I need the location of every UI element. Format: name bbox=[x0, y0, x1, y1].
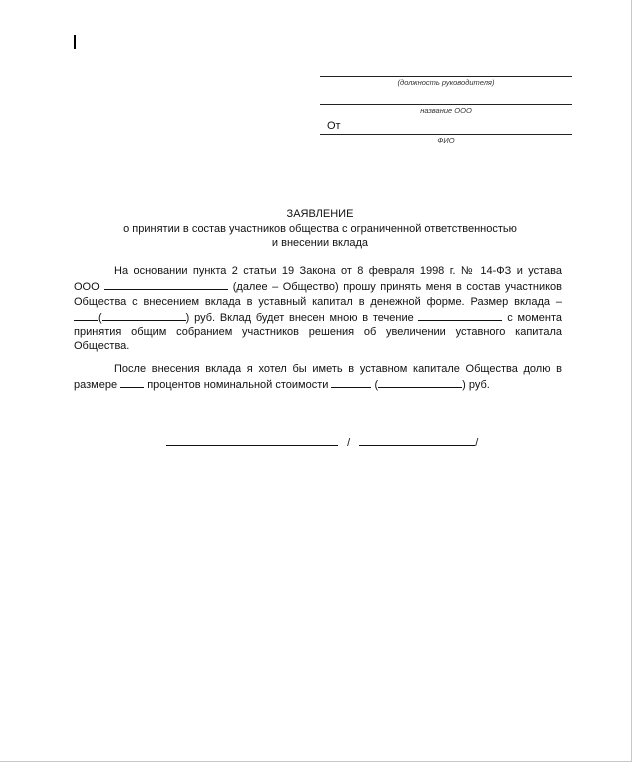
title-line-1: ЗАЯВЛЕНИЕ bbox=[286, 208, 354, 220]
para1-line-4 bbox=[74, 309, 562, 325]
nominal-amount-blank[interactable] bbox=[331, 376, 371, 388]
para1-line-4-end: с момента bbox=[507, 311, 562, 324]
company-caption: название ООО bbox=[420, 106, 472, 115]
para1-line-3: Общества с внесением вклада в уставный капитал в денежной форме. Размер вклада – bbox=[74, 295, 562, 308]
para2-line-2 bbox=[74, 376, 562, 392]
text-cursor bbox=[74, 35, 76, 49]
document-title bbox=[60, 207, 580, 251]
term-blank[interactable] bbox=[418, 309, 502, 321]
size-label: размере bbox=[74, 379, 118, 392]
position-caption: (должность руководителя) bbox=[397, 78, 495, 87]
nominal-words-blank[interactable] bbox=[378, 376, 462, 388]
company-name-blank[interactable] bbox=[104, 278, 228, 290]
percent-blank[interactable] bbox=[120, 376, 144, 388]
signature-name-blank[interactable] bbox=[359, 434, 475, 446]
open-paren: ( bbox=[98, 311, 102, 324]
contribution-words-blank[interactable] bbox=[102, 309, 186, 321]
signature-row bbox=[166, 434, 478, 449]
title-line-3: и внесении вклада bbox=[271, 237, 369, 249]
paragraph-share bbox=[74, 362, 562, 393]
para1-line-5: принятия общим собранием участников решения об увеличении уставного капитала bbox=[74, 326, 562, 339]
para1-line-2 bbox=[74, 278, 562, 294]
para1-line-6: Общества. bbox=[74, 340, 130, 353]
position-line[interactable] bbox=[320, 76, 572, 77]
paragraph-application bbox=[74, 264, 562, 354]
signature-end: / bbox=[475, 437, 479, 449]
para1-line-4-text: ) руб. Вклад будет внесен мною в течение bbox=[185, 311, 414, 324]
contribution-amount-blank[interactable] bbox=[74, 309, 98, 321]
rub-label: ) руб. bbox=[462, 379, 490, 392]
para1-line-2-text: (далее – Общество) прошу принять меня в состав участников bbox=[232, 281, 563, 294]
para2-line-1: После внесения вклада я хотел бы иметь в уставном капитале Общества долю в bbox=[114, 363, 562, 375]
fio-caption: ФИО bbox=[437, 136, 455, 145]
signature-separator: / bbox=[347, 437, 351, 449]
fio-line[interactable] bbox=[320, 134, 572, 135]
open-paren-2: ( bbox=[374, 379, 379, 392]
para1-line-1: На основании пункта 2 статьи 19 Закона от 8 февраля 1998 г. № 14-ФЗ и устава bbox=[114, 265, 562, 277]
company-line[interactable] bbox=[320, 104, 572, 105]
signature-blank[interactable] bbox=[166, 434, 338, 446]
title-line-2: о принятии в состав участников общества с ограниченной ответственностью bbox=[123, 222, 517, 235]
ooo-label: ООО bbox=[74, 281, 100, 294]
from-label: От bbox=[327, 120, 341, 132]
para2-line-2-text: процентов номинальной стоимости bbox=[147, 379, 329, 392]
